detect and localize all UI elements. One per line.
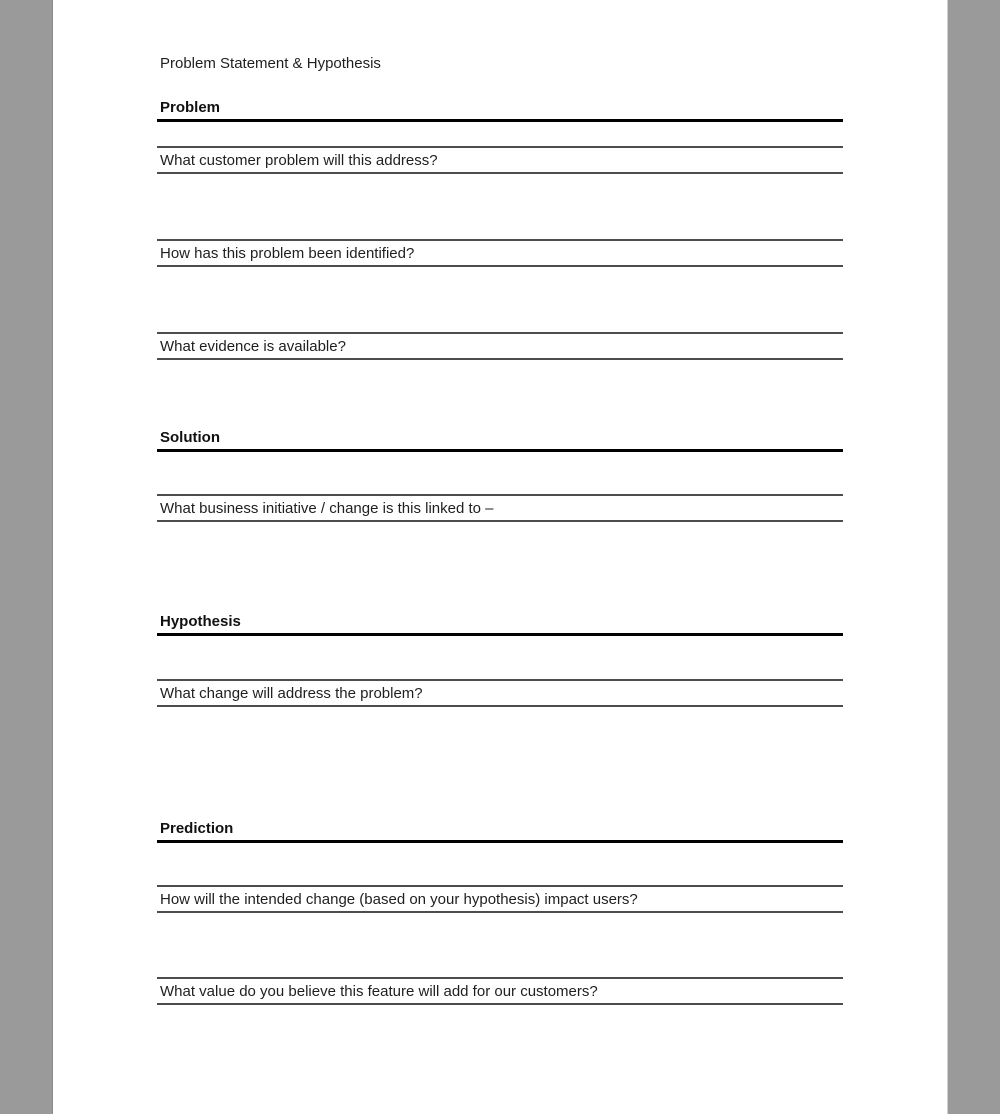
document-page bbox=[52, 0, 948, 1114]
question-field-problem-identified: How has this problem been identified? bbox=[157, 239, 843, 267]
section-heading-hypothesis: Hypothesis bbox=[157, 610, 843, 636]
question-field-customer-value: What value do you believe this feature will add for our customers? bbox=[157, 977, 843, 1005]
question-field-evidence-available: What evidence is available? bbox=[157, 332, 843, 360]
question-field-change-address-problem: What change will address the problem? bbox=[157, 679, 843, 707]
question-field-impact-users: How will the intended change (based on your hypothesis) impact users? bbox=[157, 885, 843, 913]
section-heading-prediction: Prediction bbox=[157, 817, 843, 843]
question-field-customer-problem: What customer problem will this address? bbox=[157, 146, 843, 174]
section-heading-solution: Solution bbox=[157, 426, 843, 452]
question-field-business-initiative: What business initiative / change is this linked to – bbox=[157, 494, 843, 522]
section-heading-problem: Problem bbox=[157, 96, 843, 122]
document-title: Problem Statement & Hypothesis bbox=[160, 55, 381, 72]
